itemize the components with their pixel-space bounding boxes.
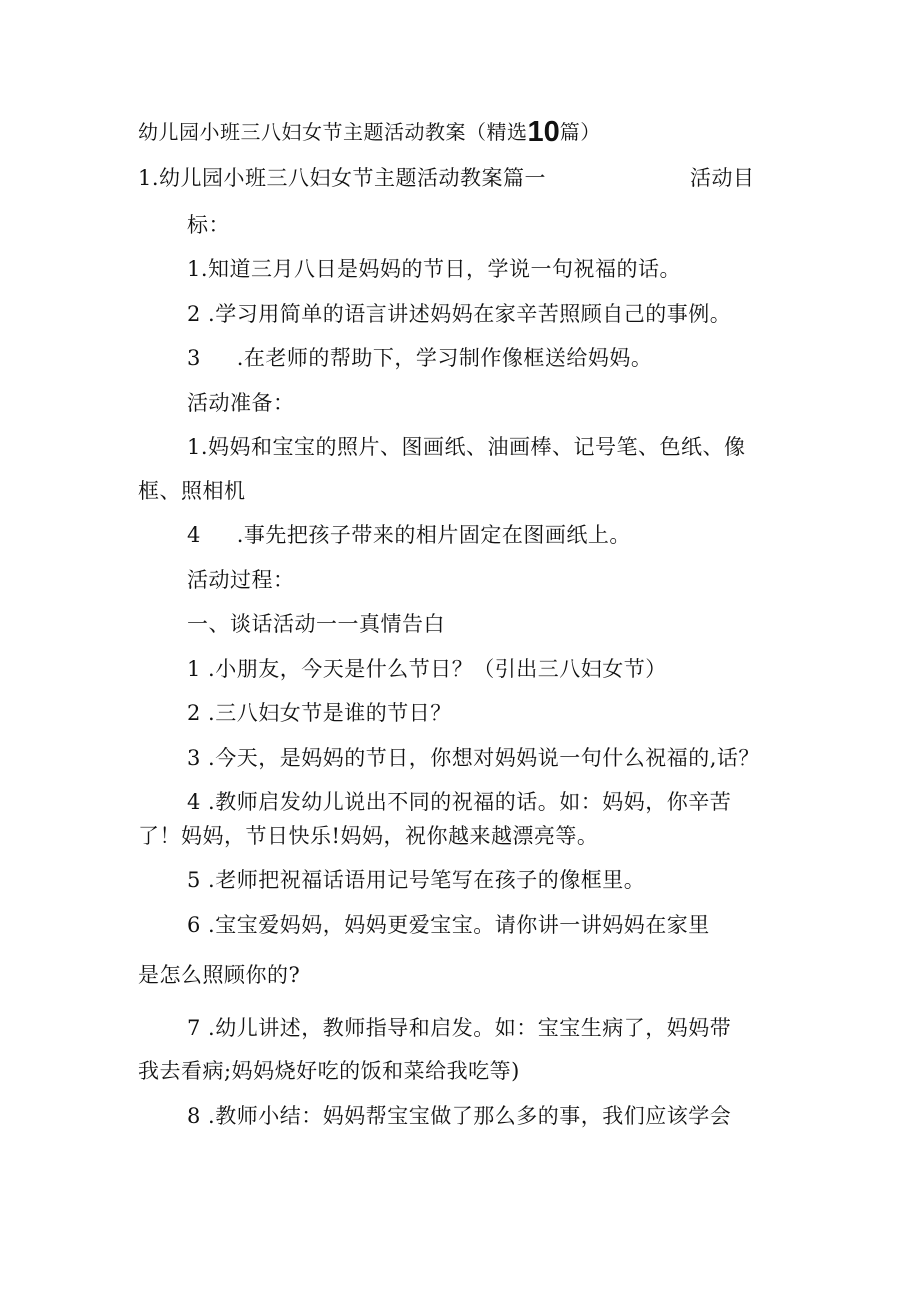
prep-item-continued: 框、照相机 <box>138 479 246 503</box>
prep-label: 活动准备： <box>187 391 295 415</box>
step-item-continued: 是怎么照顾你的? <box>138 963 301 987</box>
title-prefix: 幼儿园小班三八妇女节主题活动教案（精选 <box>138 120 528 144</box>
step-item: 5 .老师把祝福话语用记号笔写在孩子的像框里。 <box>187 868 646 892</box>
step-item: 6 .宝宝爱妈妈，妈妈更爱宝宝。请你讲一讲妈妈在家里 <box>187 913 710 937</box>
part-heading: 一、谈话活动一一真情告白 <box>187 612 445 636</box>
goal-label-continued: 标： <box>187 213 230 237</box>
section-heading: 1.幼儿园小班三八妇女节主题活动教案篇一 <box>138 166 547 190</box>
step-item-continued: 我去看病;妈妈烧好吃的饭和菜给我吃等) <box>138 1059 520 1083</box>
document-title <box>138 117 601 147</box>
title-number: 10 <box>527 116 560 148</box>
step-item: 1 .小朋友，今天是什么节日？（引出三八妇女节） <box>187 657 667 681</box>
goal-item: 2 .学习用简单的语言讲述妈妈在家辛苦照顾自己的事例。 <box>187 302 732 326</box>
prep-item: 4 .事先把孩子带来的相片固定在图画纸上。 <box>187 523 631 547</box>
step-item: 2 .三八妇女节是谁的节日？ <box>187 701 452 725</box>
step-item: 3 .今天，是妈妈的节日，你想对妈妈说一句什么祝福的,话？ <box>187 746 760 770</box>
goal-item: 1.知道三月八日是妈妈的节日，学说一句祝福的话。 <box>187 257 682 281</box>
title-suffix: 篇） <box>559 120 601 144</box>
step-item: 7 .幼儿讲述，教师指导和启发。如：宝宝生病了，妈妈带 <box>187 1016 732 1040</box>
goal-label: 活动目 <box>690 166 755 190</box>
step-item-continued: 了！妈妈，节日快乐!妈妈，祝你越来越漂亮等。 <box>138 824 599 848</box>
goal-item: 3 .在老师的帮助下，学习制作像框送给妈妈。 <box>187 346 653 370</box>
step-item: 8 .教师小结：妈妈帮宝宝做了那么多的事，我们应该学会 <box>187 1104 732 1128</box>
step-item: 4 .教师启发幼儿说出不同的祝福的话。如：妈妈，你辛苦 <box>187 790 732 814</box>
process-label: 活动过程： <box>187 568 295 592</box>
prep-item: 1.妈妈和宝宝的照片、图画纸、油画棒、记号笔、色纸、像 <box>187 435 746 459</box>
